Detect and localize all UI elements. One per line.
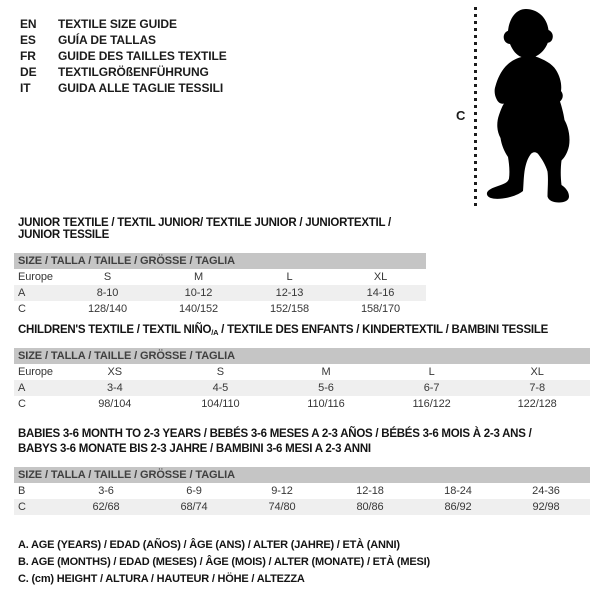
table-title [14,324,590,339]
table-title-line [18,427,590,442]
table-cell: L [286,271,293,283]
table-cell: 104/110 [201,398,240,410]
table-cell: 7-8 [529,382,545,394]
table-cell: 122/128 [517,398,557,410]
language-code: FR [20,49,36,63]
guide-title-de: TEXTILGRÖßENFÜHRUNG [58,65,209,79]
height-measure-figure [440,0,600,215]
table-cell: 9-12 [271,485,293,497]
table-cell: M [321,366,331,378]
table-cell: 24-36 [532,485,560,497]
table-cell: 92/98 [532,501,560,513]
size-header-bar: SIZE / TALLA / TAILLE / GRÖSSE / TAGLIA [14,348,590,364]
table-cell: 62/68 [92,501,120,513]
guide-title-fr: GUIDE DES TAILLES TEXTILE [58,49,227,63]
table-cell: XL [373,271,388,283]
row-label: C [18,398,26,410]
baby-silhouette-icon [468,5,588,210]
table-cell: 10-12 [184,287,213,299]
footnote-b: B. AGE (MONTHS) / EDAD (MESES) / ÂGE (MOIS) / ALTER (MONATE) / ETÀ (MESI) [18,556,430,568]
language-row [20,80,227,96]
table-cell: 68/74 [180,501,208,513]
table-cell: 110/116 [307,398,345,410]
guide-title-en: TEXTILE SIZE GUIDE [58,17,177,31]
row-label: Europe [18,366,53,378]
table-cell: S [103,271,112,283]
table-cell: 116/122 [412,398,451,410]
language-code: ES [20,33,36,47]
language-row [20,16,227,32]
children-size-table [14,324,590,412]
table-cell: XL [530,366,544,378]
row-label: C [18,501,26,513]
table-cell: 128/140 [87,303,128,315]
guide-title-es: GUÍA DE TALLAS [58,33,156,47]
table-title-line [18,324,590,339]
table-cell: L [428,366,435,378]
table-cell: 14-16 [366,287,395,299]
babies-size-table [14,427,590,515]
table-title-line [18,217,426,241]
table-cell: 3-4 [106,382,123,394]
table-cell: 4-5 [212,382,229,394]
title-text: CHILDREN'S TEXTILE / TEXTIL NIÑO [18,324,212,336]
table-cell: 18-24 [444,485,472,497]
row-label: C [18,303,26,315]
table-row [14,380,590,396]
row-label: A [18,382,26,394]
footnote-c: C. (cm) HEIGHT / ALTURA / HAUTEUR / HÖHE / ALTEZZA [18,573,305,585]
table-row [14,285,426,301]
table-title [14,427,590,457]
table-cell: 3-6 [98,485,114,497]
row-label: A [18,287,26,299]
table-cell: 8-10 [96,287,119,299]
table-row [14,364,590,380]
table-row [14,499,590,515]
language-title-list [20,16,227,96]
title-text: BABYS 3-6 MONATE BIS 2-3 JAHRE / BAMBINI 3-6 MESI A 2-3 ANNI [18,443,371,455]
table-cell: 98/104 [98,398,132,410]
table-rows [14,483,590,515]
table-cell: 152/158 [269,303,310,315]
footnotes [18,537,430,588]
table-row [14,396,590,412]
junior-size-table [14,217,426,317]
title-text: / TEXTILE DES ENFANTS / KINDERTEXTIL / BAMBINI TESSILE [218,324,549,336]
language-row [20,32,227,48]
table-cell: 12-13 [275,287,304,299]
footnote-a: A. AGE (YEARS) / EDAD (AÑOS) / ÂGE (ANS) / ALTER (JAHRE) / ETÀ (ANNI) [18,539,400,551]
table-row [14,483,590,499]
table-title-line [18,442,590,457]
table-cell: 80/86 [356,501,384,513]
table-cell: S [216,366,225,378]
table-rows [14,364,590,412]
table-cell: 140/152 [178,303,219,315]
table-cell: 6-9 [186,485,202,497]
table-cell: 6-7 [423,382,440,394]
language-code: DE [20,65,37,79]
size-header-bar: SIZE / TALLA / TAILLE / GRÖSSE / TAGLIA [14,253,426,269]
table-cell: 74/80 [268,501,296,513]
table-cell: 158/170 [360,303,401,315]
guide-title-it: GUIDA ALLE TAGLIE TESSILI [58,81,224,95]
row-label: B [18,485,26,497]
language-code: IT [20,81,31,95]
table-cell: 5-6 [318,382,334,394]
table-row [14,269,426,285]
table-cell: XS [107,366,123,378]
row-label: Europe [18,271,53,283]
title-text: BABIES 3-6 MONTH TO 2-3 YEARS / BEBÉS 3-6 MESES A 2-3 AÑOS / BÉBÉS 3-6 MOIS À 2-3 ANS / [18,428,532,440]
title-subscript: /A [211,328,219,337]
table-cell: 86/92 [444,501,472,513]
table-row [14,301,426,317]
language-code: EN [20,17,37,31]
title-text: JUNIOR TEXTILE / TEXTIL JUNIOR/ TEXTILE JUNIOR / JUNIORTEXTIL / JUNIOR TESSILE [18,217,391,241]
table-title [14,217,426,241]
language-row [20,64,227,80]
language-row [20,48,227,64]
table-rows [14,269,426,317]
size-header-bar: SIZE / TALLA / TAILLE / GRÖSSE / TAGLIA [14,467,590,483]
table-cell: M [193,271,204,283]
table-cell: 12-18 [356,485,384,497]
height-measure-label: C [456,108,466,123]
